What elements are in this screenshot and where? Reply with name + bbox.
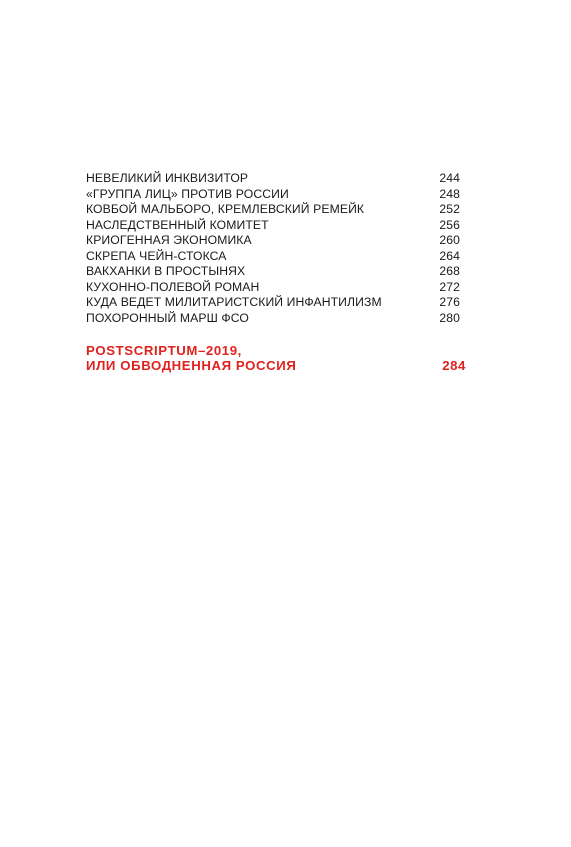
table-of-contents [86,171,466,373]
toc-entry[interactable] [86,171,466,187]
toc-entry[interactable] [86,202,466,218]
toc-entry-page: 272 [439,279,460,294]
toc-entry-page: 276 [439,295,460,309]
toc-entry-page: 264 [439,248,460,263]
toc-entry-title: НЕВЕЛИКИЙ ИНКВИЗИТОР [86,171,249,185]
toc-entry-title: ПОХОРОННЫЙ МАРШ ФСО [86,310,249,325]
toc-entry[interactable] [86,249,466,265]
toc-entry[interactable] [86,264,466,280]
toc-final-title-line2: ИЛИ ОБВОДНЕННАЯ РОССИЯ [86,358,297,373]
toc-entry-title: КУДА ВЕДЕТ МИЛИТАРИСТСКИЙ ИНФАНТИЛИЗМ [86,295,382,309]
toc-entry-page: 268 [439,264,460,278]
toc-final-title-line1: POSTSCRIPTUM–2019, [86,343,242,358]
toc-entry[interactable] [86,233,466,249]
toc-entry-page: 244 [439,171,460,185]
toc-entry-title: КУХОННО-ПОЛЕВОЙ РОМАН [86,279,260,294]
toc-entry-title: СКРЕПА ЧЕЙН-СТОКСА [86,248,227,263]
toc-entry-title: «ГРУППА ЛИЦ» ПРОТИВ РОССИИ [86,186,289,201]
toc-entry-title: НАСЛЕДСТВЕННЫЙ КОМИТЕТ [86,217,269,232]
toc-entry-title: КРИОГЕННАЯ ЭКОНОМИКА [86,233,252,247]
toc-final-title [86,343,296,373]
toc-entry[interactable] [86,218,466,234]
toc-entry[interactable] [86,187,466,203]
toc-entry[interactable] [86,295,466,311]
toc-final-page: 284 [442,358,466,373]
toc-final-entry[interactable] [86,343,466,373]
toc-entry-page: 256 [439,217,460,232]
toc-entry-title: КОВБОЙ МАЛЬБОРО, КРЕМЛЕВСКИЙ РЕМЕЙК [86,202,365,216]
toc-entry[interactable] [86,311,466,327]
toc-entry-page: 260 [439,233,460,247]
toc-entry-page: 280 [439,310,460,325]
toc-entry[interactable] [86,280,466,296]
toc-entry-page: 248 [439,186,460,201]
toc-entry-page: 252 [439,202,460,216]
toc-entry-title: ВАКХАНКИ В ПРОСТЫНЯХ [86,264,246,278]
